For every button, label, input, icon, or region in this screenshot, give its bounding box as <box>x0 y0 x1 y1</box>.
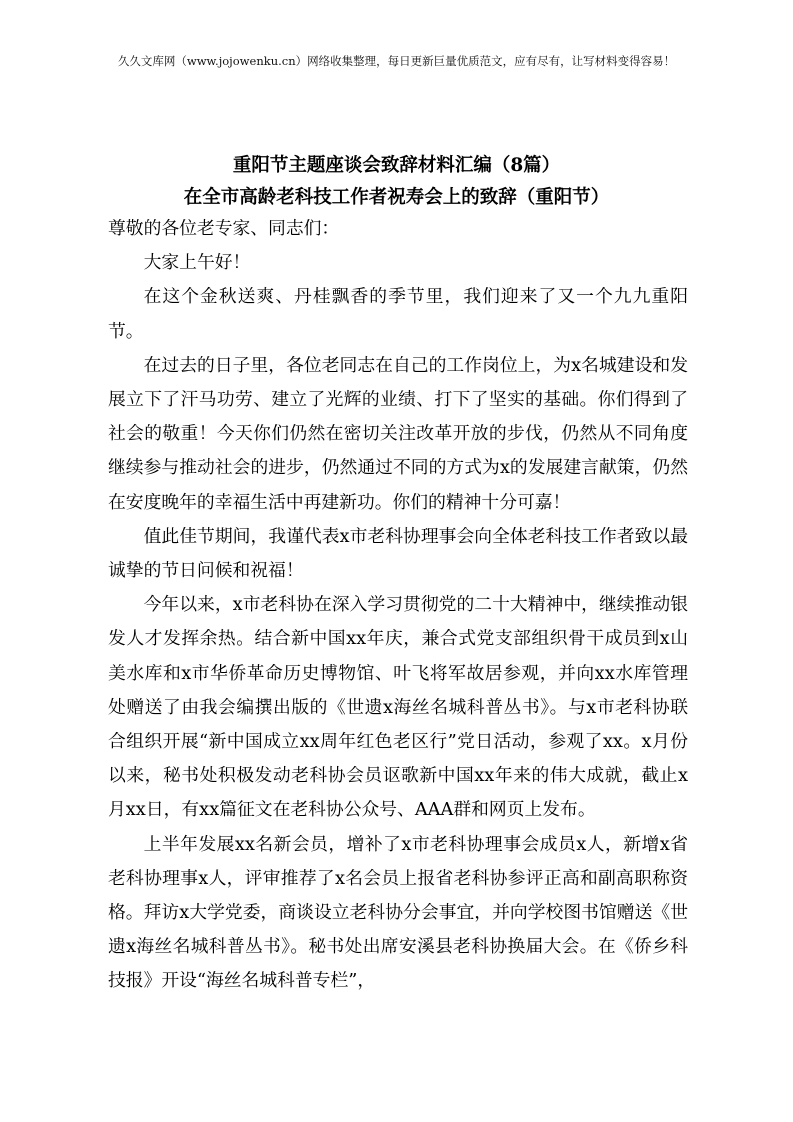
paragraph-activities: 今年以来，x市老科协在深入学习贯彻党的二十大精神中，继续推动银发人才发挥余热。结合新中国xx年庆，兼合式党支部组织骨干成员到x山美水库和x市华侨革命历史博物馆、叶飞将军故居参观，并向xx水库管理处赠送了由我会编撰出版的《世遗x海丝名城科普丛书》。与x市老科协联合组织开展“新中国成立xx周年红色老区行”党日活动，参观了xx。x月份以来，秘书处积极发动老科协会员讴歌新中国xx年来的伟大成就，截止x月xx日，有xx篇征文在老科协公众号、AAA群和网页上发布。 <box>108 594 688 821</box>
main-title: 重阳节主题座谈会致辞材料汇编（8篇） <box>232 155 561 176</box>
paragraph-festival: 在这个金秋送爽、丹桂飘香的季节里，我们迎来了又一个九九重阳节。 <box>108 286 688 342</box>
paragraph-greeting: 大家上午好！ <box>143 252 251 274</box>
title-block <box>0 150 793 214</box>
body-text <box>108 212 688 999</box>
header-note: 久久文库网（www.jojowenku.cn）网络收集整理，每日更新巨量优质范文，应有尽有，让写材料变得容易！ <box>117 54 676 68</box>
paragraph-members: 上半年发展xx名新会员，增补了x市老科协理事会成员x人，新增x省老科协理事x人，评审推荐了x名会员上报省老科协参评正高和副高职称资格。拜访x大学党委，商谈设立老科协分会事宜，并向学校图书馆赠送《世遗x海丝名城科普丛书》。秘书处出席安溪县老科协换届大会。在《侨乡科技报》开设“海丝名城科普专栏”， <box>108 833 688 992</box>
paragraph-contributions: 在过去的日子里，各位老同志在自己的工作岗位上，为x名城建设和发展立下了汗马功劳、建立了光辉的业绩、打下了坚实的基础。你们得到了社会的敬重！今天你们仍然在密切关注改革开放的步伐，仍然从不同角度继续参与推动社会的进步，仍然通过不同的方式为x的发展建言献策，仍然在安度晚年的幸福生活中再建新功。你们的精神十分可嘉！ <box>108 354 688 513</box>
salutation: 尊敬的各位老专家、同志们： <box>108 218 340 239</box>
sub-title: 在全市高龄老科技工作者祝寿会上的致辞（重阳节） <box>183 187 610 208</box>
paragraph-greetings-on-behalf: 值此佳节期间，我谨代表x市老科协理事会向全体老科技工作者致以最诚挚的节日问候和祝福！ <box>108 525 688 582</box>
